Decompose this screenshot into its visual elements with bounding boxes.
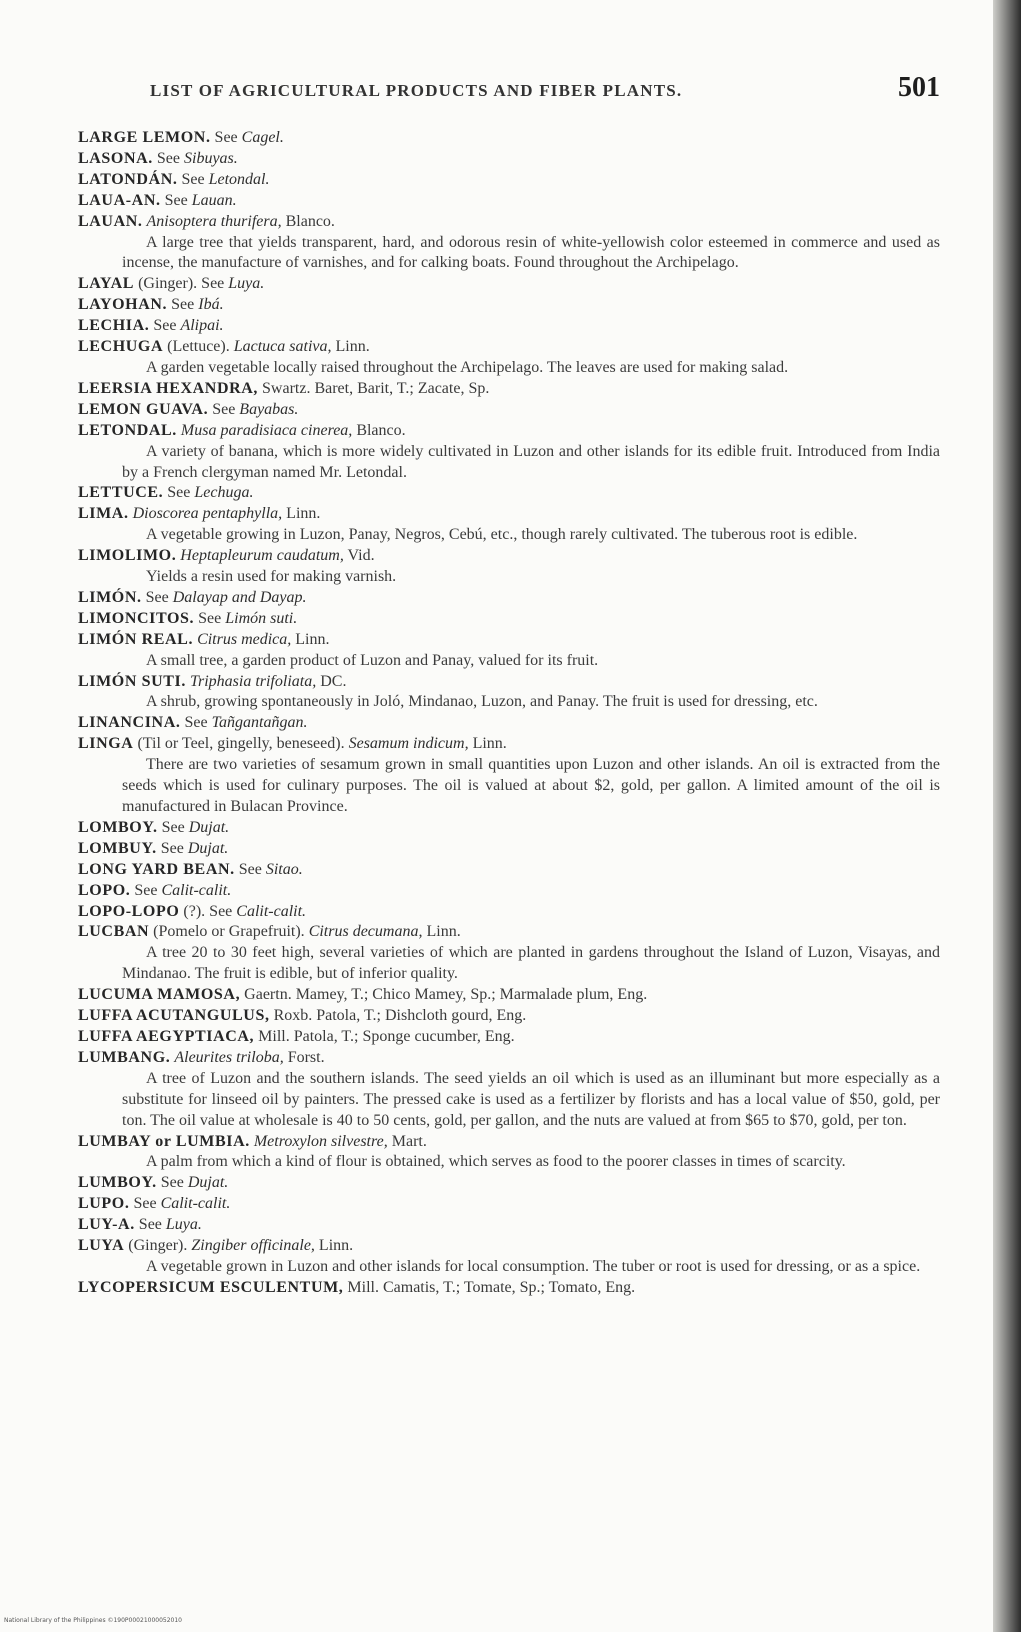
entry-see-reference: See	[160, 839, 184, 857]
entry-head-line	[78, 902, 940, 923]
entry-head-line	[78, 1236, 940, 1257]
entry-botanical-name: Musa paradisiaca cinerea,	[180, 421, 353, 439]
entry-head-line	[78, 1215, 940, 1236]
entry-description: A large tree that yields transparent, hard, and odorous resin of white-yellowish color esteemed in commerce and used as incense, the manufacture of varnishes, and for calking boats. Found throughout the Archipelago.	[122, 233, 940, 272]
entry-author-or-synonyms: Gaertn. Mamey, T.; Chico Mamey, Sp.; Marmalade plum, Eng.	[244, 986, 648, 1004]
glossary-entry	[78, 1215, 940, 1236]
entry-botanical-name: Dujat.	[187, 839, 229, 857]
entry-head-line	[78, 504, 940, 525]
entry-headword: LECHIA.	[78, 317, 150, 335]
entry-botanical-name: Citrus decumana,	[308, 923, 423, 941]
glossary-entry	[78, 149, 940, 170]
entry-note: (Pomelo or Grapefruit).	[153, 923, 305, 941]
glossary-entry	[78, 1048, 940, 1132]
entry-head-line	[78, 839, 940, 860]
entry-head-line	[78, 734, 940, 755]
entry-headword: LIMÓN.	[78, 588, 142, 606]
entry-author-or-synonyms: Roxb. Patola, T.; Dishcloth gourd, Eng.	[273, 1007, 527, 1025]
entry-headword: LASONA.	[78, 149, 153, 167]
entry-description: Yields a resin used for making varnish.	[146, 568, 397, 586]
running-title: LIST OF AGRICULTURAL PRODUCTS AND FIBER PLANTS.	[150, 81, 683, 100]
entry-headword: LATONDÁN.	[78, 170, 178, 188]
entry-botanical-name: Sitao.	[265, 860, 303, 878]
glossary-entry	[78, 504, 940, 546]
entry-see-reference: See	[184, 714, 208, 732]
entry-head-line	[78, 922, 940, 943]
entry-botanical-name: Dioscorea pentaphylla,	[132, 505, 283, 523]
entry-description: A small tree, a garden product of Luzon and Panay, valued for its fruit.	[146, 651, 599, 669]
glossary-entry	[78, 609, 940, 630]
entry-head-line	[78, 316, 940, 337]
entry-head-line	[78, 1006, 940, 1027]
entry-see-reference: See	[181, 170, 205, 188]
entry-head-line	[78, 985, 940, 1006]
entry-author-or-synonyms: DC.	[320, 672, 347, 690]
entry-headword: LAUAN.	[78, 212, 143, 230]
entry-description: A shrub, growing spontaneously in Joló, Mindanao, Luzon, and Panay. The fruit is used for dressing, etc.	[146, 693, 818, 711]
entry-botanical-name: Sesamum indicum,	[348, 735, 469, 753]
entry-head-line	[78, 1194, 940, 1215]
entry-headword: LAYOHAN.	[78, 296, 168, 314]
entry-head-line	[78, 191, 940, 212]
entry-botanical-name: Alipai.	[180, 317, 224, 335]
entry-note: (Ginger).	[138, 275, 198, 293]
entry-botanical-name: Sibuyas.	[184, 149, 238, 167]
entry-note: (Til or Teel, gingelly, beneseed).	[137, 735, 345, 753]
glossary-entry	[78, 1173, 940, 1194]
entry-botanical-name: Lactuca sativa,	[233, 338, 332, 356]
entry-description: A vegetable grown in Luzon and other islands for local consumption. The tuber or root is used for dressing, or as a spice.	[146, 1257, 921, 1275]
entry-author-or-synonyms: Linn.	[286, 505, 321, 523]
entry-author-or-synonyms: Linn.	[335, 338, 370, 356]
glossary-entry	[78, 128, 940, 149]
glossary-entry	[78, 170, 940, 191]
entry-description: A garden vegetable locally raised throughout the Archipelago. The leaves are used for making salad.	[146, 358, 789, 376]
entry-head-line	[78, 400, 940, 421]
entry-head-line	[78, 1132, 940, 1153]
entry-head-line	[78, 860, 940, 881]
entry-botanical-name: Dujat.	[187, 1174, 229, 1192]
entry-botanical-name: Zingiber officinale,	[191, 1237, 315, 1255]
entry-botanical-name: Calit-calit.	[160, 1195, 231, 1213]
entry-head-line	[78, 337, 940, 358]
entry-head-line	[78, 1173, 940, 1194]
glossary-entry	[78, 860, 940, 881]
entry-description: There are two varieties of sesamum grown in small quantities upon Luzon and other islands. An oil is extracted from the seeds which is used for culinary purposes. The oil is valued at about $2, gold, per gallon. A limited amount of the oil is manufactured in Bulacan Province.	[122, 756, 940, 815]
page-gutter-shadow	[993, 0, 1021, 1632]
glossary-entry	[78, 295, 940, 316]
glossary-entries	[78, 128, 940, 1299]
entry-headword: LEERSIA HEXANDRA,	[78, 379, 259, 397]
entry-headword: LUFFA AEGYPTIACA,	[78, 1027, 255, 1045]
entry-see-reference: See	[212, 400, 236, 418]
entry-author-or-synonyms: Linn.	[295, 630, 330, 648]
entry-botanical-name: Bayabas.	[239, 400, 299, 418]
entry-botanical-name: Aleurites triloba,	[174, 1048, 284, 1066]
entry-botanical-name: Heptapleurum caudatum,	[180, 547, 344, 565]
glossary-entry	[78, 483, 940, 504]
entry-headword: LIMÓN SUTI.	[78, 672, 186, 690]
entry-headword: LAUA-AN.	[78, 191, 161, 209]
entry-headword: LOMBUY.	[78, 839, 157, 857]
entry-author-or-synonyms: Mill. Patola, T.; Sponge cucumber, Eng.	[258, 1027, 515, 1045]
entry-botanical-name: Lechuga.	[194, 484, 254, 502]
page-number: 501	[898, 72, 940, 103]
entry-see-reference: See	[167, 484, 191, 502]
entry-botanical-name: Calit-calit.	[161, 881, 232, 899]
entry-headword: LYCOPERSICUM ESCULENTUM,	[78, 1278, 344, 1296]
entry-author-or-synonyms: Linn.	[426, 923, 461, 941]
glossary-entry	[78, 1278, 940, 1299]
entry-botanical-name: Limón suti.	[225, 609, 298, 627]
glossary-entry	[78, 1132, 940, 1174]
entry-see-reference: See	[134, 881, 158, 899]
glossary-entry	[78, 379, 940, 400]
entry-head-line	[78, 379, 940, 400]
entry-head-line	[78, 713, 940, 734]
entry-headword: LINANCINA.	[78, 714, 181, 732]
entry-author-or-synonyms: Forst.	[287, 1048, 325, 1066]
entry-botanical-name: Dalayap and Dayap.	[172, 588, 307, 606]
entry-description: A variety of banana, which is more widely cultivated in Luzon and other islands for its edible fruit. Introduced from India by a French clergyman named Mr. Letondal.	[122, 442, 940, 481]
entry-headword: LUMBOY.	[78, 1174, 157, 1192]
entry-botanical-name: Cagel.	[241, 129, 284, 146]
entry-head-line	[78, 128, 940, 149]
glossary-entry	[78, 839, 940, 860]
entry-head-line	[78, 1278, 940, 1299]
glossary-entry	[78, 191, 940, 212]
glossary-entry	[78, 1006, 940, 1027]
entry-botanical-name: Letondal.	[208, 170, 270, 188]
entry-author-or-synonyms: Swartz. Baret, Barit, T.; Zacate, Sp.	[262, 379, 490, 397]
entry-botanical-name: Triphasia trifoliata,	[189, 672, 317, 690]
glossary-entry	[78, 881, 940, 902]
entry-headword: LUMBANG.	[78, 1048, 171, 1066]
entry-note: (Ginger).	[128, 1237, 188, 1255]
entry-author-or-synonyms: Vid.	[347, 547, 375, 565]
entry-see-reference: See	[153, 317, 177, 335]
entry-botanical-name: Tañgantañgan.	[211, 714, 308, 732]
entry-description: A palm from which a kind of flour is obtained, which serves as food to the poorer classes in times of scarcity.	[146, 1153, 846, 1171]
entry-botanical-name: Anisoptera thurifera,	[146, 212, 282, 230]
entry-head-line	[78, 274, 940, 295]
glossary-entry	[78, 1194, 940, 1215]
entry-headword: LOPO-LOPO	[78, 902, 180, 920]
glossary-entry	[78, 985, 940, 1006]
entry-note: (Lettuce).	[167, 338, 230, 356]
entry-see-reference: See	[171, 296, 195, 314]
glossary-entry	[78, 337, 940, 379]
entry-headword: LOPO.	[78, 881, 131, 899]
entry-author-or-synonyms: Linn.	[472, 735, 507, 753]
entry-head-line	[78, 818, 940, 839]
entry-head-line	[78, 672, 940, 693]
entry-note: (?).	[183, 902, 206, 920]
entry-see-reference: See	[238, 860, 262, 878]
entry-headword: LIMOLIMO.	[78, 547, 177, 565]
entry-description: A vegetable growing in Luzon, Panay, Negros, Cebú, etc., though rarely cultivated. The tuberous root is edible.	[146, 526, 858, 544]
entry-author-or-synonyms: Mill. Camatis, T.; Tomate, Sp.; Tomato, Eng.	[347, 1278, 636, 1296]
entry-botanical-name: Lauan.	[191, 191, 237, 209]
entry-see-reference: See	[201, 275, 225, 293]
entry-headword: LUYA	[78, 1237, 125, 1255]
entry-botanical-name: Ibá.	[198, 296, 224, 314]
library-stamp: National Library of the Philippines ©190P00021000052010	[4, 1617, 182, 1624]
glossary-entry	[78, 1236, 940, 1278]
entry-head-line	[78, 170, 940, 191]
entry-headword: LETONDAL.	[78, 421, 177, 439]
entry-head-line	[78, 588, 940, 609]
glossary-entry	[78, 713, 940, 734]
entry-head-line	[78, 149, 940, 170]
glossary-entry	[78, 922, 940, 985]
entry-see-reference: See	[209, 902, 233, 920]
entry-head-line	[78, 421, 940, 442]
entry-headword: LEMON GUAVA.	[78, 400, 209, 418]
glossary-entry	[78, 421, 940, 484]
entry-see-reference: See	[198, 609, 222, 627]
glossary-entry	[78, 1027, 940, 1048]
entry-head-line	[78, 212, 940, 233]
entry-botanical-name: Luya.	[165, 1216, 202, 1234]
entry-head-line	[78, 1027, 940, 1048]
entry-headword: LIMONCITOS.	[78, 609, 195, 627]
glossary-entry	[78, 630, 940, 672]
entry-author-or-synonyms: Blanco.	[356, 421, 406, 439]
entry-see-reference: See	[160, 1174, 184, 1192]
entry-headword: LUFFA ACUTANGULUS,	[78, 1007, 270, 1025]
entry-headword: LIMA.	[78, 505, 129, 523]
entry-headword: LARGE LEMON.	[78, 129, 211, 146]
entry-head-line	[78, 881, 940, 902]
entry-see-reference: See	[138, 1216, 162, 1234]
entry-headword: LUMBAY or LUMBIA.	[78, 1132, 250, 1150]
entry-headword: LUCBAN	[78, 923, 150, 941]
entry-see-reference: See	[214, 129, 238, 146]
entry-headword: LIMÓN REAL.	[78, 630, 194, 648]
entry-headword: LECHUGA	[78, 338, 164, 356]
entry-headword: LUPO.	[78, 1195, 130, 1213]
glossary-entry	[78, 316, 940, 337]
entry-head-line	[78, 483, 940, 504]
entry-headword: LUCUMA MAMOSA,	[78, 986, 241, 1004]
entry-see-reference: See	[161, 818, 185, 836]
glossary-entry	[78, 400, 940, 421]
entry-headword: LUY-A.	[78, 1216, 135, 1234]
entry-author-or-synonyms: Mart.	[391, 1132, 427, 1150]
entry-head-line	[78, 609, 940, 630]
entry-see-reference: See	[133, 1195, 157, 1213]
glossary-entry	[78, 546, 940, 588]
entry-botanical-name: Calit-calit.	[236, 902, 307, 920]
entry-see-reference: See	[156, 149, 180, 167]
page-header	[150, 72, 940, 104]
entry-botanical-name: Metroxylon silvestre,	[253, 1132, 388, 1150]
entry-head-line	[78, 630, 940, 651]
glossary-entry	[78, 274, 940, 295]
entry-author-or-synonyms: Blanco.	[285, 212, 335, 230]
glossary-entry	[78, 902, 940, 923]
glossary-entry	[78, 588, 940, 609]
glossary-entry	[78, 734, 940, 818]
entry-headword: LONG YARD BEAN.	[78, 860, 235, 878]
glossary-entry	[78, 818, 940, 839]
entry-description: A tree of Luzon and the southern islands. The seed yields an oil which is used as an illuminant but more especially as a substitute for linseed oil by painters. The pressed cake is used as a fertilizer by florists and has a local value of $50, gold, per ton. The oil value at wholesale is 40 to 50 cents, gold, per gallon, and the nuts are valued at from $65 to $70, gold, per ton.	[122, 1069, 940, 1129]
entry-headword: LINGA	[78, 735, 134, 753]
entry-author-or-synonyms: Linn.	[318, 1237, 354, 1255]
entry-see-reference: See	[145, 588, 169, 606]
entry-headword: LETTUCE.	[78, 484, 164, 502]
entry-head-line	[78, 546, 940, 567]
glossary-entry	[78, 672, 940, 714]
entry-head-line	[78, 1048, 940, 1069]
entry-head-line	[78, 295, 940, 316]
entry-botanical-name: Luya.	[228, 275, 265, 293]
entry-botanical-name: Citrus medica,	[197, 630, 292, 648]
entry-headword: LOMBOY.	[78, 818, 158, 836]
entry-see-reference: See	[164, 191, 188, 209]
entry-botanical-name: Dujat.	[188, 818, 230, 836]
entry-headword: LAYAL	[78, 275, 135, 293]
entry-description: A tree 20 to 30 feet high, several varieties of which are planted in gardens throughout the Island of Luzon, Visayas, and Mindanao. The fruit is edible, but of inferior quality.	[122, 944, 940, 983]
glossary-entry	[78, 212, 940, 275]
